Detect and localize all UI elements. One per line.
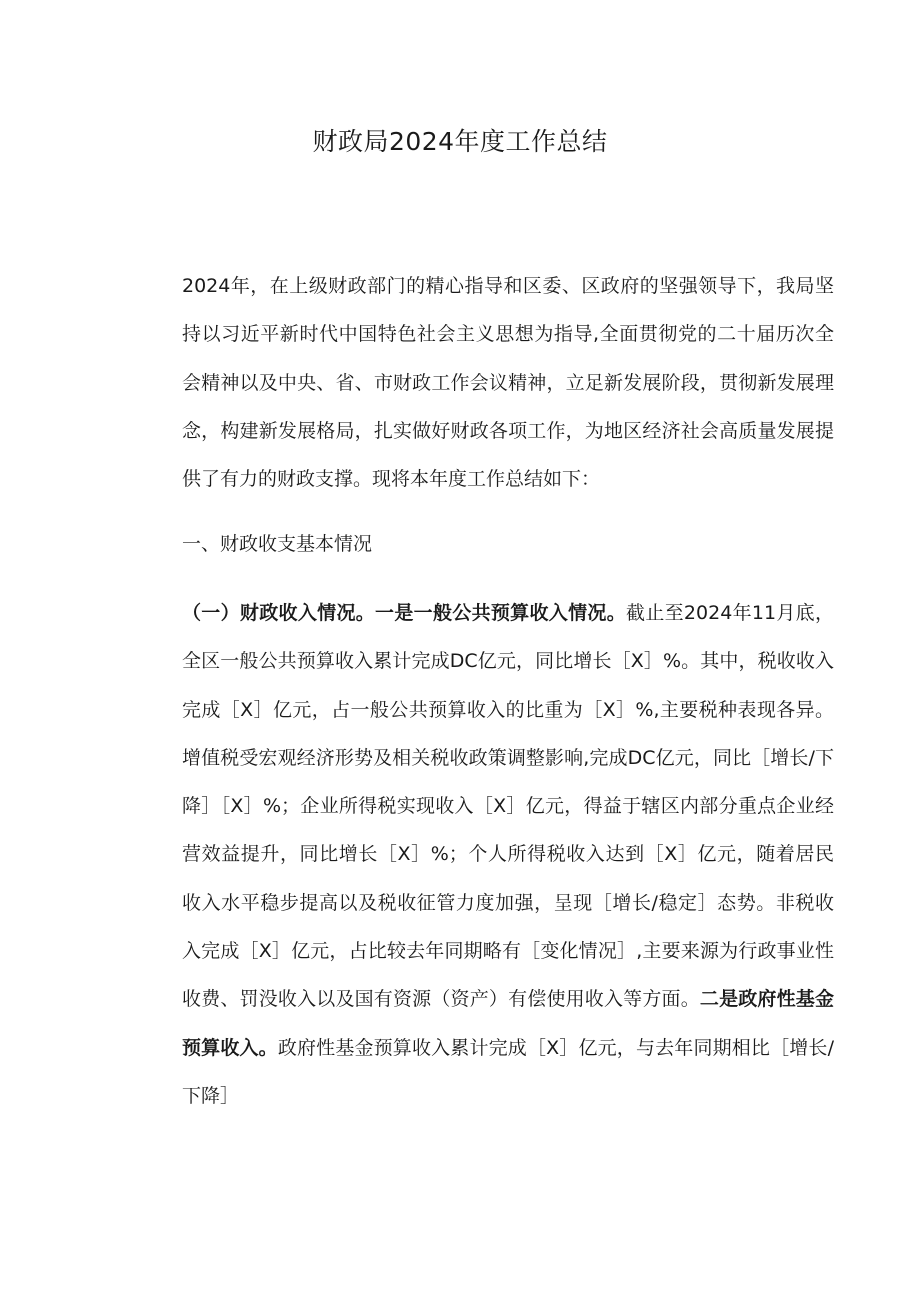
section-heading: 一、财政收支基本情况 — [182, 533, 373, 555]
revenue-text: 截止至2024年11月底，全区一般公共预算收入累计完成DC亿元，同比增长［X］%。其中，税收收入完成［X］亿元，占一般公共预算收入的比重为［X］%,主要税种表现各异。增值税受宏观经济形势及相关税收政策调整影响,完成DC亿元，同比［增长/下降］［X］%；企业所得税实现收入［X］亿元，得益于辖区内部分重点企业经营效益提升，同比增长［X］%；个人所得税收入达到［X］亿元，随着居民收入水平稳步提高以及税收征管力度加强，呈现［增长/稳定］态势。非税收入完成［X］亿元，占比较去年同期略有［变化情况］,主要来源为行政事业性收费、罚没收入以及国有资源（资产）有偿使用收入等方面。 — [182, 602, 834, 1011]
subsection-lead-revenue: （一）财政收入情况。一是一般公共预算收入情况。 — [182, 602, 627, 624]
document-title: 财政局2024年度工作总结 — [312, 127, 608, 156]
subsection-lead-fund: 二是政府性基金预算收入。 — [182, 988, 834, 1059]
intro-paragraph: 2024年，在上级财政部门的精心指导和区委、区政府的坚强领导下，我局坚持以习近平新时代中国特色社会主义思想为指导,全面贯彻党的二十届历次全会精神以及中央、省、市财政工作会议精神，立足新发展阶段，贯彻新发展理念，构建新发展格局，扎实做好财政各项工作，为地区经济社会高质量发展提供了有力的财政支撑。现将本年度工作总结如下： — [182, 275, 834, 491]
revenue-paragraph — [138, 589, 834, 1120]
fund-text: 政府性基金预算收入累计完成［X］亿元，与去年同期相比［增长/下降］ — [182, 1036, 834, 1107]
